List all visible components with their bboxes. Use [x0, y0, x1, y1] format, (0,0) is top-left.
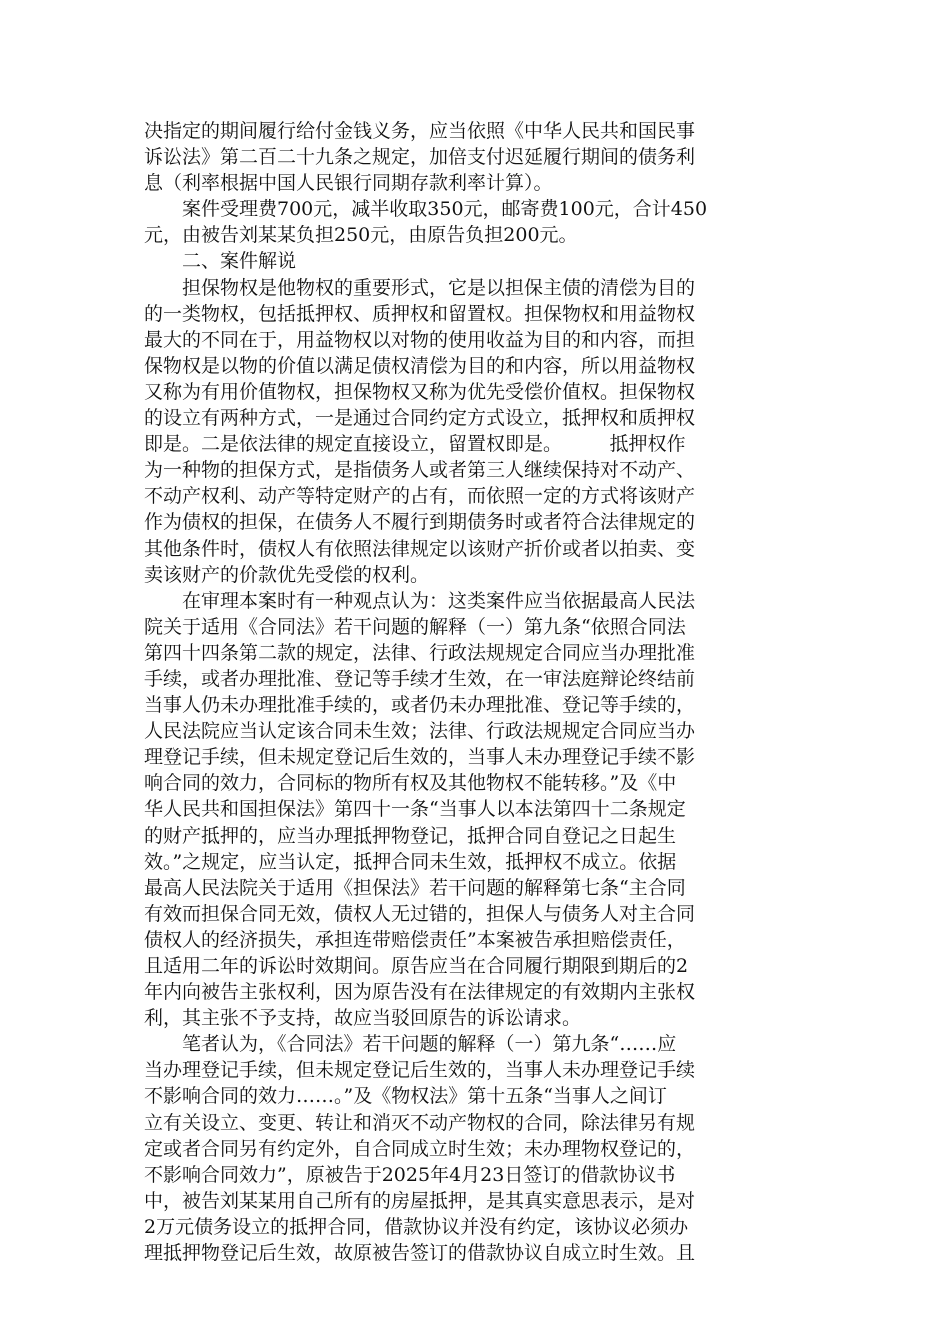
body-text [144, 118, 804, 1266]
text-line: 的财产抵押的，应当办理抵押物登记，抵押合同自登记之日起生 [144, 824, 677, 847]
text-line: 当事人仍未办理批准手续的，或者仍未办理批准、登记等手续的， [144, 694, 696, 717]
text-line: 笔者认为，《合同法》若干问题的解释（一）第九条“……应 [144, 1033, 677, 1056]
text-line: 不影响合同的效力……。”及《物权法》第十五条“当事人之间订 [144, 1085, 667, 1108]
text-line: 元，由被告刘某某负担250元，由原告负担200元。 [144, 224, 578, 247]
text-line: 的一类物权，包括抵押权、质押权和留置权。担保物权和用益物权 [144, 302, 696, 325]
text-line: 定或者合同另有约定外，自合同成立时生效；未办理物权登记的， [144, 1137, 696, 1160]
text-line: 中，被告刘某某用自己所有的房屋抵押，是其真实意思表示，是对 [144, 1189, 696, 1212]
text-line: 保物权是以物的价值以满足债权清偿为目的和内容，所以用益物权 [144, 354, 696, 377]
text-line: 作为债权的担保，在债务人不履行到期债务时或者符合法律规定的 [144, 511, 696, 534]
text-line: 2万元债务设立的抵押合同，借款协议并没有约定，该协议必须办 [144, 1215, 689, 1238]
text-line: 理抵押物登记后生效，故原被告签订的借款协议自成立时生效。且 [144, 1242, 696, 1265]
text-line: 的设立有两种方式，一是通过合同约定方式设立，抵押权和质押权 [144, 407, 696, 430]
text-line: 最大的不同在于，用益物权以对物的使用收益为目的和内容，而担 [144, 328, 696, 351]
text-line: 担保物权是他物权的重要形式，它是以担保主债的清偿为目的 [144, 276, 696, 299]
text-line: 效。”之规定，应当认定，抵押合同未生效，抵押权不成立。依据 [144, 850, 677, 873]
text-line: 人民法院应当认定该合同未生效；法律、行政法规规定合同应当办 [144, 720, 696, 743]
text-line: 又称为有用价值物权，担保物权又称为优先受偿价值权。担保物权 [144, 380, 696, 403]
text-line: 有效而担保合同无效，债权人无过错的，担保人与债务人对主合同 [144, 902, 696, 925]
text-line: 不影响合同效力”，原被告于2025年4月23日签订的借款协议书 [144, 1163, 676, 1186]
text-line: 利，其主张不予支持，故应当驳回原告的诉讼请求。 [144, 1007, 582, 1030]
text-line: 年内向被告主张权利，因为原告没有在法律规定的有效期内主张权 [144, 981, 696, 1004]
text-line: 案件受理费700元，减半收取350元，邮寄费100元，合计450 [144, 198, 708, 221]
text-line: 决指定的期间履行给付金钱义务，应当依照《中华人民共和国民事 [144, 120, 696, 142]
text-line: 且适用二年的诉讼时效期间。原告应当在合同履行期限到期后的2 [144, 955, 689, 977]
text-line: 其他条件时，债权人有依照法律规定以该财产折价或者以拍卖、变 [144, 537, 696, 560]
section-heading: 二、案件解说 [144, 250, 297, 273]
text-line: 理登记手续，但未规定登记后生效的，当事人未办理登记手续不影 [144, 746, 696, 769]
text-line: 立有关设立、变更、转让和消灭不动产物权的合同，除法律另有规 [144, 1111, 696, 1134]
text-line: 院关于适用《合同法》若干问题的解释（一）第九条“依照合同法 [144, 615, 686, 638]
text-line: 华人民共和国担保法》第四十一条“当事人以本法第四十二条规定 [144, 798, 686, 821]
text-line: 即是。二是依法律的规定直接设立，留置权即是。 抵押权作 [144, 433, 686, 456]
text-line: 手续，或者办理批准、登记等手续才生效，在一审法庭辩论终结前 [144, 667, 696, 690]
text-line: 为一种物的担保方式，是指债务人或者第三人继续保持对不动产、 [144, 459, 696, 482]
text-line: 息（利率根据中国人民银行同期存款利率计算）。 [144, 172, 553, 195]
text-line: 最高人民法院关于适用《担保法》若干问题的解释第七条“主合同 [144, 876, 686, 899]
text-line: 诉讼法》第二百二十九条之规定，加倍支付迟延履行期间的债务利 [144, 146, 696, 169]
text-line: 不动产权利、动产等特定财产的占有，而依照一定的方式将该财产 [144, 485, 696, 508]
text-line: 在审理本案时有一种观点认为：这类案件应当依据最高人民法 [144, 589, 696, 612]
text-line: 当办理登记手续，但未规定登记后生效的，当事人未办理登记手续 [144, 1059, 696, 1082]
text-line: 债权人的经济损失，承担连带赔偿责任”本案被告承担赔偿责任， [144, 928, 686, 951]
text-line: 第四十四条第二款的规定，法律、行政法规规定合同应当办理批准 [144, 641, 696, 664]
text-line: 卖该财产的价款优先受偿的权利。 [144, 563, 430, 586]
text-line: 响合同的效力，合同标的物所有权及其他物权不能转移。”及《中 [144, 772, 677, 795]
